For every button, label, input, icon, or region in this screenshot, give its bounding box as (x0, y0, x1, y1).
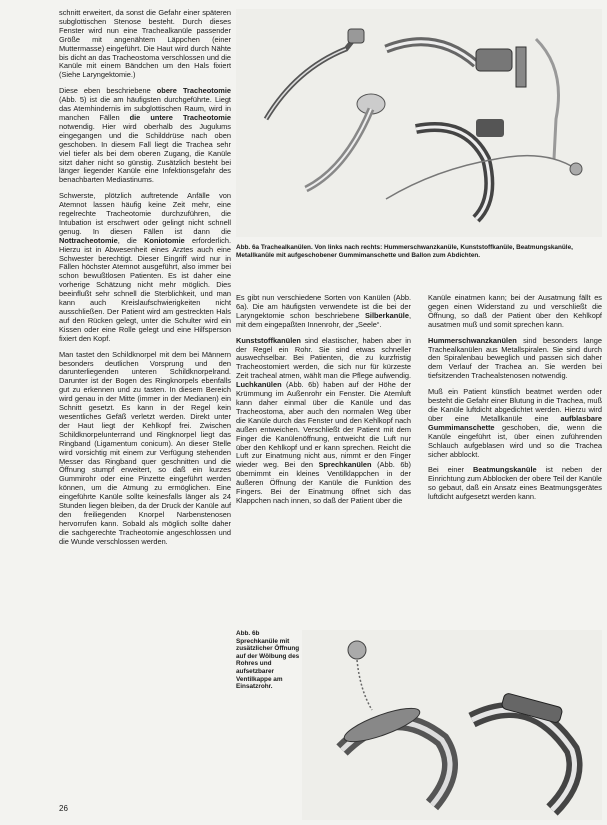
figure-6a (236, 9, 602, 237)
paragraph: Muß ein Patient künstlich beatmet werden oder besteht die Gefahr einer Blutung in die Trachea, muß die Kanüle luftdicht abgedichtet werden. Hierzu wird über eine Metallkanüle eine aufblasbare Gummimanschette geschoben, die, wenn die Kanüle eingeführt ist, über einen zuführenden Schlauch aufgeblasen wird und so die Trachea sicher abblockt. (428, 387, 602, 459)
paragraph: Kunststoffkanülen sind elastischer, haben aber in der Regel ein Rohr. Sie sind etwas schneller auswechselbar. Bei Patienten, die zu kurzfristig Tracheostomiert werden, die sich nur für kürzeste Zeit tracheal atmen, wählt man die Pflege aufwendig. Luchkanülen (Abb. 6b) haben auf der Höhe der Krümmung im Außenrohr ein Fenster. Die Atemluft kann daher einmal über die Kanüle und das Tracheostoma, aber auch den normalen Weg über die Kanüle durch das Fenster und den Kehlkopf nach außen entweichen. Verschließt der Patient mit dem Finger die Kanülenöffnung, entweicht die Luft nur über den Kehlkopf und er kann sprechen. Reicht die Luft zur Einatmung nicht aus, nimmt er den Finger wieder weg. Bei den Sprechkanülen (Abb. 6b) übernimmt ein kleines Ventilklappchen in der äußeren Öffnung der Kanüle die Funktion des Fingers. Bei der Einatmung öffnet sich das Klappchen nach innen, so daß der Patient über die (236, 335, 411, 505)
paragraph: Bei einer Beatmungskanüle ist neben der Einrichtung zum Abblocken der obere Teil der Kanüle so gebaut, daß ein Ansatz eines Beatmungsgerätes luftdicht aufgesetzt werden kann. (428, 465, 602, 502)
column-right (428, 294, 602, 509)
cannula-hummer (266, 29, 364, 119)
figure-6b (302, 630, 602, 820)
column-left (59, 9, 231, 554)
cannula-plastic (306, 94, 385, 189)
figure-6a-caption: Abb. 6a Trachealkanülen. Von links nach rechts: Hummerschwanzkanüle, Kunststoffkanüle, Beatmungskanüle, Metallkanüle mit aufgeschobener Gummimanschette und Ballon zum Abdichten. (236, 244, 573, 259)
paragraph: Kanüle einatmen kann; bei der Ausatmung fällt es gegen einen Widerstand zu und verschließt die Öffnung, so daß der Patient über den Kehlkopf ausatmen muß und somit sprechen kann. (428, 293, 602, 329)
cannula-metal-cuff (386, 119, 582, 219)
page-number: 26 (59, 804, 68, 813)
paragraph: Man tastet den Schildknorpel mit dem bei Männern besonders deutlichen Vorsprung und den darunterliegenden unteren Schildknorpelrand. Darunter ist der Bogen des Ringknorpels ebenfalls gut zu erkennen und zu tasten. In diesem Bereich wird genau in der Mitte (immer in der Medianen) ein Schnitt gesetzt. Es kann in der Regel kein wesentliches Gefäß verletzt werden. Direkt unter der Haut liegt der Kehlkopf frei. Zwischen Schildknorpelunterrand und Ringknorpel liegt das Ringband (Ligamentum conicum). An dieser Stelle wird vorsichtig mit einem zur Verfügung stehenden Messer das Ringband quer geschnitten und die Öffnung stumpf erweitert, so daß ein kurzes Gummirohr oder eine Pinzette eingeführt werden können, um die Atmung zu ermöglichen. Eine eingeführte Kanüle sollte keinesfalls länger als 24 Stunden liegen bleiben, da der Druck der Kanüle auf den freiliegenden Knorpel Narbenstenosen hervorrufen kann. Sobald als möglich sollte daher die sachgerechte Tracheotomie angeschlossen und die Wunde verschlossen werden. (59, 349, 231, 546)
paragraph: Hummerschwanzkanülen sind besonders lange Trachealkanülen aus Metallspiralen. Sie sind durch den Spiralenbau beweglich und passen sich daher dem Verlauf der Trachea an. Sie werden bei tiefsitzenden Trachealstenosen notwendig. (428, 335, 602, 381)
paragraph: Diese eben beschriebene obere Tracheotomie (Abb. 5) ist die am häufigsten durchgeführte. Liegt das Atemhindernis im subglottischen Raum, wird in manchen Fällen die untere Tracheotomie notwendig. Hier wird oberhalb des Jugulums eingegangen und die Schilddrüse nach oben geschoben. In diesem Fall liegt die Trachea sehr viel tiefer als bei dem oberen Zugang, die Kanüle sitzt daher nicht so günstig. Zusätzlich besteht bei länger liegender Kanüle eine Infektionsgefahr des benachbarten Mediastinums. (59, 86, 232, 185)
paragraph: Es gibt nun verschiedene Sorten von Kanülen (Abb. 6a). Die am häufigsten verwendete ist die bei der Laryngektomie schon beschriebene Silberkanüle, mit dem eingepaßten Innenrohr, der „Seele“. (236, 293, 411, 329)
speaking-cannula-right (472, 693, 575, 810)
speaking-cannula-left (341, 641, 450, 805)
paragraph: schnitt erweitert, da sonst die Gefahr einer späteren subglottischen Stenose besteht. Durch dieses Fenster wird nun eine Trachealkanüle passender Größe mit angenähtem Läppchen (einer Muttermasse) eingeführt. Die Haut wird durch Nähte bis dicht an das Tracheostoma verschlossen und die Kanüle mit einem Bändchen um den Hals fixiert (Siehe Laryngektomie.) (59, 8, 231, 80)
paragraph: Schwerste, plötzlich auftretende Anfälle von Atemnot lassen häufig keine Zeit mehr, eine regelrechte Tracheotomie durchzuführen, die Intubation ist erschwert oder gelingt nicht schnell genug. In diesen Fällen ist dann die Nottracheotomie, die Koniotomie erforderlich. Hierzu ist in Abwesenheit eines Arztes auch eine Schwester berechtigt. Dieser Eingriff wird nur in Fällen höchster Atemnot ausgeführt, also immer bei schon bewußtlosen Patienten. Es ist daher eine vorherige Schätzung nicht mehr möglich. Dies beeinflußt sehr schnell die Sterblichkeit, und man kann auch Kreislaufschwierigkeiten nicht ausschließen. Der Patient wird am gestreckten Hals auf den Rücken gelegt, unter die Schulter wird ein Kissen oder eine Rolle gelegt und eine Hilfsperson fixiert den Kopf. (59, 191, 231, 343)
figure-6b-caption: Abb. 6b Sprechkanüle mit zusätzlicher Öffnung auf der Wölbung des Rohres und aufsetzbarer Ventilkappe am Einsatzrohr. (236, 630, 300, 691)
column-middle (236, 294, 411, 513)
